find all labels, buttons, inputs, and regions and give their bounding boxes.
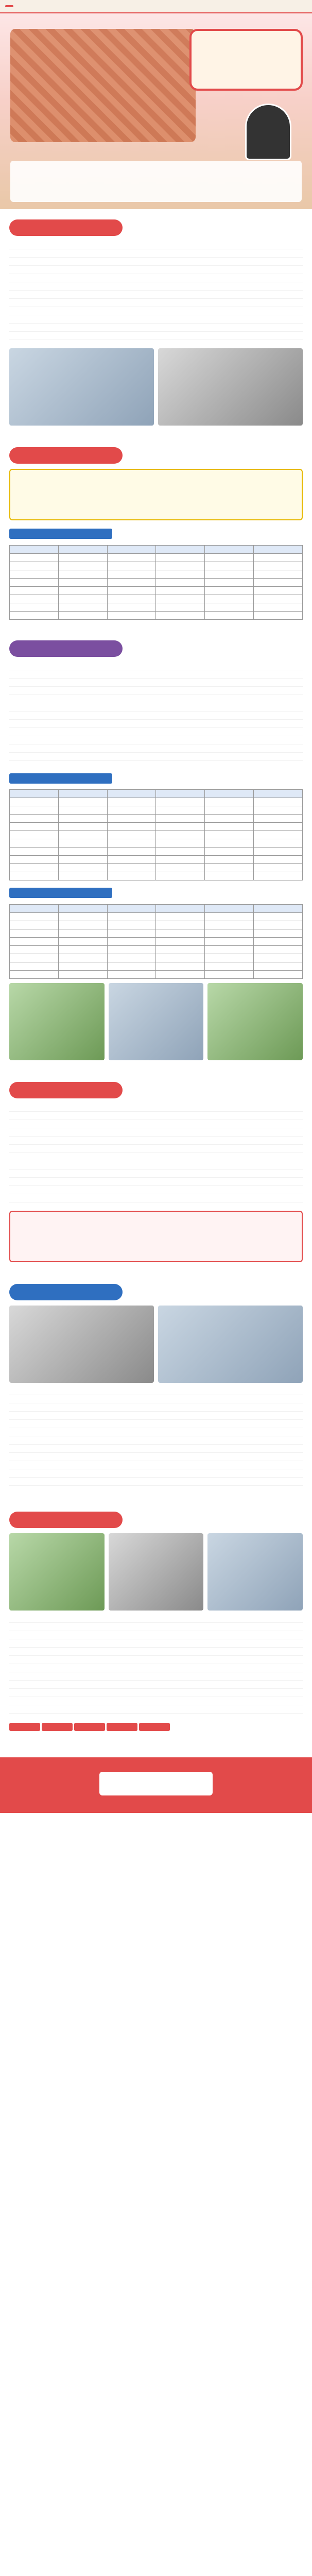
table-row bbox=[10, 929, 303, 937]
table-cell bbox=[156, 806, 205, 815]
chip bbox=[42, 1723, 73, 1731]
table-cell bbox=[58, 823, 107, 831]
table-row bbox=[10, 611, 303, 619]
table-cell bbox=[58, 872, 107, 880]
table-cell bbox=[58, 815, 107, 823]
table-cell bbox=[254, 848, 303, 856]
section-3-text bbox=[9, 662, 303, 765]
table-cell bbox=[107, 562, 156, 570]
table-cell bbox=[10, 586, 59, 595]
table-cell bbox=[58, 595, 107, 603]
table-cell bbox=[254, 856, 303, 864]
table-cell bbox=[156, 872, 205, 880]
table-cell bbox=[10, 570, 59, 578]
table-cell bbox=[58, 856, 107, 864]
top-bar bbox=[0, 0, 312, 13]
section-6-text bbox=[9, 1615, 303, 1718]
table-3 bbox=[9, 904, 303, 979]
table-cell bbox=[205, 929, 254, 937]
table-cell bbox=[156, 611, 205, 619]
table-1 bbox=[9, 545, 303, 620]
table-cell bbox=[254, 945, 303, 954]
table-cell bbox=[10, 937, 59, 945]
table-row bbox=[10, 945, 303, 954]
table-cell bbox=[10, 856, 59, 864]
photo bbox=[109, 983, 204, 1060]
table-cell bbox=[10, 970, 59, 978]
table-cell bbox=[254, 839, 303, 848]
table-cell bbox=[156, 848, 205, 856]
table-cell bbox=[254, 937, 303, 945]
table-cell bbox=[58, 806, 107, 815]
photo bbox=[158, 1306, 303, 1383]
table-cell bbox=[156, 929, 205, 937]
table-cell bbox=[10, 578, 59, 586]
table-row bbox=[10, 578, 303, 586]
hero-title bbox=[189, 29, 303, 91]
table-cell bbox=[156, 578, 205, 586]
table-cell bbox=[205, 570, 254, 578]
table-cell bbox=[156, 798, 205, 806]
table-cell bbox=[254, 603, 303, 611]
table-header bbox=[156, 545, 205, 553]
table-cell bbox=[107, 823, 156, 831]
table-header bbox=[254, 790, 303, 798]
table-cell bbox=[156, 912, 205, 921]
table-cell bbox=[107, 806, 156, 815]
table-cell bbox=[205, 603, 254, 611]
table-cell bbox=[205, 578, 254, 586]
table-cell bbox=[10, 603, 59, 611]
table-row bbox=[10, 586, 303, 595]
table-row bbox=[10, 595, 303, 603]
table-cell bbox=[205, 970, 254, 978]
table-cell bbox=[156, 839, 205, 848]
table-header bbox=[107, 545, 156, 553]
table-cell bbox=[107, 929, 156, 937]
table-cell bbox=[205, 586, 254, 595]
table-cell bbox=[156, 945, 205, 954]
table-cell bbox=[10, 945, 59, 954]
section-4 bbox=[0, 1072, 312, 1274]
section-2 bbox=[0, 437, 312, 630]
table-header bbox=[254, 545, 303, 553]
table-cell bbox=[107, 848, 156, 856]
table-cell bbox=[254, 929, 303, 937]
table-header bbox=[58, 904, 107, 912]
table-cell bbox=[205, 937, 254, 945]
table-cell bbox=[58, 970, 107, 978]
table-cell bbox=[254, 970, 303, 978]
table-cell bbox=[205, 912, 254, 921]
table-cell bbox=[58, 603, 107, 611]
table-cell bbox=[156, 954, 205, 962]
table-row bbox=[10, 831, 303, 839]
table-cell bbox=[254, 872, 303, 880]
table-cell bbox=[254, 806, 303, 815]
table-cell bbox=[156, 553, 205, 562]
section-5-title bbox=[9, 1284, 123, 1300]
table-header bbox=[205, 904, 254, 912]
chip bbox=[9, 1723, 40, 1731]
table-cell bbox=[58, 954, 107, 962]
table-cell bbox=[10, 823, 59, 831]
table-cell bbox=[205, 848, 254, 856]
table-cell bbox=[58, 962, 107, 970]
table-header bbox=[156, 790, 205, 798]
photo bbox=[9, 983, 105, 1060]
table-cell bbox=[10, 806, 59, 815]
table-row bbox=[10, 553, 303, 562]
table-cell bbox=[205, 856, 254, 864]
table-cell bbox=[156, 815, 205, 823]
chip bbox=[74, 1723, 105, 1731]
table-row bbox=[10, 937, 303, 945]
chip bbox=[139, 1723, 170, 1731]
table-cell bbox=[58, 611, 107, 619]
table-cell bbox=[254, 815, 303, 823]
table-cell bbox=[254, 595, 303, 603]
table-cell bbox=[205, 954, 254, 962]
table-cell bbox=[254, 798, 303, 806]
table-cell bbox=[58, 831, 107, 839]
table-cell bbox=[205, 798, 254, 806]
chip-list bbox=[9, 1722, 303, 1735]
table-cell bbox=[10, 912, 59, 921]
table-cell bbox=[254, 954, 303, 962]
table-cell bbox=[107, 586, 156, 595]
chip bbox=[107, 1723, 137, 1731]
table-cell bbox=[107, 872, 156, 880]
table-cell bbox=[205, 831, 254, 839]
table-row bbox=[10, 839, 303, 848]
table-header bbox=[58, 790, 107, 798]
table-cell bbox=[205, 562, 254, 570]
table-cell bbox=[58, 586, 107, 595]
table-cell bbox=[58, 798, 107, 806]
avatar bbox=[245, 104, 291, 160]
table-cell bbox=[205, 553, 254, 562]
table-cell bbox=[254, 823, 303, 831]
table-cell bbox=[58, 570, 107, 578]
table-cell bbox=[205, 872, 254, 880]
table-cell bbox=[254, 831, 303, 839]
table-header bbox=[156, 904, 205, 912]
table-cell bbox=[156, 864, 205, 872]
section-4-box bbox=[9, 1211, 303, 1262]
section-5-text bbox=[9, 1387, 303, 1490]
table-cell bbox=[107, 603, 156, 611]
table-cell bbox=[107, 595, 156, 603]
table-cell bbox=[156, 603, 205, 611]
table-cell bbox=[156, 570, 205, 578]
table-cell bbox=[107, 831, 156, 839]
table-cell bbox=[58, 839, 107, 848]
table-cell bbox=[156, 595, 205, 603]
table-cell bbox=[107, 553, 156, 562]
table-row bbox=[10, 912, 303, 921]
table-row bbox=[10, 872, 303, 880]
table-cell bbox=[156, 823, 205, 831]
table-header bbox=[10, 904, 59, 912]
table-cell bbox=[58, 562, 107, 570]
table-cell bbox=[107, 839, 156, 848]
table-cell bbox=[254, 570, 303, 578]
table-cell bbox=[58, 864, 107, 872]
section-3-title bbox=[9, 640, 123, 657]
table-cell bbox=[254, 864, 303, 872]
table-cell bbox=[254, 912, 303, 921]
photo bbox=[9, 1533, 105, 1611]
table-cell bbox=[107, 962, 156, 970]
photo bbox=[158, 348, 303, 426]
table-header bbox=[205, 790, 254, 798]
table-cell bbox=[107, 570, 156, 578]
table-cell bbox=[10, 831, 59, 839]
table-header bbox=[107, 904, 156, 912]
table-row bbox=[10, 562, 303, 570]
footer-contact bbox=[0, 1757, 312, 1813]
table-cell bbox=[10, 798, 59, 806]
photo bbox=[109, 1533, 204, 1611]
table-cell bbox=[156, 562, 205, 570]
next-link[interactable] bbox=[0, 1813, 312, 1834]
section-4-text bbox=[9, 1104, 303, 1207]
table-cell bbox=[205, 962, 254, 970]
table-1-title bbox=[9, 529, 112, 539]
section-5 bbox=[0, 1274, 312, 1501]
table-header bbox=[10, 545, 59, 553]
table-row bbox=[10, 864, 303, 872]
table-cell bbox=[107, 798, 156, 806]
section-4-title bbox=[9, 1082, 123, 1098]
table-row bbox=[10, 603, 303, 611]
table-cell bbox=[10, 872, 59, 880]
table-cell bbox=[10, 921, 59, 929]
photo bbox=[9, 1306, 154, 1383]
table-cell bbox=[205, 823, 254, 831]
table-row bbox=[10, 815, 303, 823]
section-1-title bbox=[9, 219, 123, 236]
table-cell bbox=[156, 962, 205, 970]
table-cell bbox=[107, 954, 156, 962]
photo bbox=[9, 348, 154, 426]
table-cell bbox=[58, 848, 107, 856]
photo bbox=[207, 983, 303, 1060]
table-row bbox=[10, 856, 303, 864]
table-header bbox=[205, 545, 254, 553]
phone-number[interactable] bbox=[99, 1772, 213, 1795]
table-cell bbox=[205, 806, 254, 815]
table-cell bbox=[205, 595, 254, 603]
table-cell bbox=[58, 578, 107, 586]
table-cell bbox=[10, 864, 59, 872]
table-row bbox=[10, 848, 303, 856]
table-cell bbox=[254, 578, 303, 586]
table-cell bbox=[107, 912, 156, 921]
table-3-title bbox=[9, 888, 112, 898]
table-cell bbox=[107, 611, 156, 619]
table-cell bbox=[156, 831, 205, 839]
table-cell bbox=[254, 962, 303, 970]
table-cell bbox=[156, 856, 205, 864]
section-2-title bbox=[9, 447, 123, 464]
table-header bbox=[107, 790, 156, 798]
table-cell bbox=[10, 562, 59, 570]
table-cell bbox=[254, 562, 303, 570]
table-cell bbox=[107, 970, 156, 978]
table-cell bbox=[156, 586, 205, 595]
table-cell bbox=[10, 962, 59, 970]
section-6-title bbox=[9, 1512, 123, 1528]
table-cell bbox=[10, 611, 59, 619]
table-cell bbox=[254, 921, 303, 929]
table-cell bbox=[58, 912, 107, 921]
hero bbox=[0, 13, 312, 209]
table-cell bbox=[254, 611, 303, 619]
table-2 bbox=[9, 789, 303, 880]
table-cell bbox=[107, 921, 156, 929]
table-cell bbox=[58, 945, 107, 954]
table-header bbox=[58, 545, 107, 553]
table-row bbox=[10, 954, 303, 962]
table-cell bbox=[10, 929, 59, 937]
table-cell bbox=[58, 553, 107, 562]
table-row bbox=[10, 970, 303, 978]
table-row bbox=[10, 798, 303, 806]
hero-text bbox=[10, 161, 302, 202]
table-cell bbox=[107, 937, 156, 945]
table-header bbox=[10, 790, 59, 798]
issue-tag bbox=[5, 5, 13, 7]
section-6 bbox=[0, 1501, 312, 1742]
table-cell bbox=[107, 945, 156, 954]
table-cell bbox=[254, 553, 303, 562]
table-cell bbox=[10, 815, 59, 823]
table-row bbox=[10, 823, 303, 831]
section-1 bbox=[0, 209, 312, 437]
table-cell bbox=[156, 970, 205, 978]
table-cell bbox=[10, 839, 59, 848]
table-cell bbox=[205, 611, 254, 619]
table-cell bbox=[10, 553, 59, 562]
hero-banner-image bbox=[10, 29, 196, 142]
section-2-text bbox=[9, 469, 303, 520]
table-cell bbox=[205, 945, 254, 954]
table-row bbox=[10, 570, 303, 578]
section-3 bbox=[0, 630, 312, 1072]
table-cell bbox=[58, 929, 107, 937]
table-cell bbox=[254, 586, 303, 595]
table-cell bbox=[107, 815, 156, 823]
table-cell bbox=[205, 839, 254, 848]
table-cell bbox=[205, 921, 254, 929]
photo bbox=[207, 1533, 303, 1611]
table-cell bbox=[205, 864, 254, 872]
table-cell bbox=[107, 578, 156, 586]
table-cell bbox=[58, 921, 107, 929]
table-cell bbox=[156, 937, 205, 945]
table-row bbox=[10, 921, 303, 929]
table-cell bbox=[10, 848, 59, 856]
table-2-title bbox=[9, 773, 112, 784]
table-row bbox=[10, 962, 303, 970]
table-cell bbox=[107, 864, 156, 872]
table-cell bbox=[107, 856, 156, 864]
table-cell bbox=[156, 921, 205, 929]
table-header bbox=[254, 904, 303, 912]
section-1-text bbox=[9, 241, 303, 344]
table-cell bbox=[58, 937, 107, 945]
table-cell bbox=[205, 815, 254, 823]
table-row bbox=[10, 806, 303, 815]
table-cell bbox=[10, 954, 59, 962]
table-cell bbox=[10, 595, 59, 603]
